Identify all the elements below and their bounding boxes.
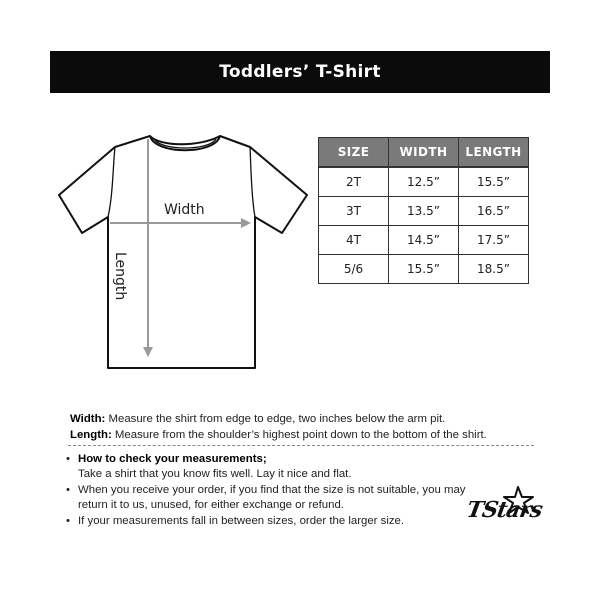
cell-size: 3T: [319, 197, 389, 226]
table-row: [319, 255, 529, 284]
size-table-header: [319, 138, 529, 168]
list-item: [66, 483, 486, 512]
width-definition: [70, 411, 540, 427]
table-row: [319, 226, 529, 255]
tshirt-outline-icon: [55, 125, 315, 375]
width-term: Width:: [70, 413, 106, 425]
measurement-tips: [66, 452, 486, 529]
width-description: Measure the shirt from edge to edge, two inches below the arm pit.: [105, 413, 446, 425]
length-description: Measure from the shoulder’s highest point down to the bottom of the shirt.: [111, 429, 487, 441]
measurement-definitions: [70, 411, 540, 443]
header-width: WIDTH: [389, 138, 459, 168]
cell-width: 14.5”: [389, 226, 459, 255]
length-label: Length: [112, 252, 128, 301]
cell-width: 13.5”: [389, 197, 459, 226]
bullet-icon: •: [66, 484, 70, 496]
cell-length: 17.5”: [459, 226, 529, 255]
page-title: Toddlers’ T-Shirt: [219, 62, 381, 82]
bullet-icon: •: [66, 453, 70, 465]
title-banner: [50, 51, 550, 93]
cell-size: 4T: [319, 226, 389, 255]
header-size: SIZE: [319, 138, 389, 168]
length-term: Length:: [70, 429, 112, 441]
cell-size: 5/6: [319, 255, 389, 284]
length-definition: [70, 427, 540, 443]
tshirt-diagram: [55, 125, 315, 375]
table-row: [319, 197, 529, 226]
tips-heading-text: Take a shirt that you know fits well. Lay it nice and flat.: [78, 467, 352, 480]
bullet-icon: •: [66, 515, 70, 527]
table-row: [319, 167, 529, 197]
size-table: [318, 137, 529, 284]
tip-return-policy: When you receive your order, if you find that the size is not suitable, you may return it to us, unused, for either exchange or refund.: [78, 484, 466, 511]
list-item: [66, 514, 486, 529]
tip-between-sizes: If your measurements fall in between sizes, order the larger size.: [78, 515, 405, 527]
cell-size: 2T: [319, 167, 389, 197]
brand-logo-text: TStars: [464, 497, 544, 523]
width-label: Width: [164, 202, 205, 218]
cell-width: 12.5”: [389, 167, 459, 197]
header-length: LENGTH: [459, 138, 529, 168]
tips-heading: How to check your measurements;: [78, 453, 267, 465]
list-item: [66, 452, 486, 481]
cell-width: 15.5”: [389, 255, 459, 284]
cell-length: 16.5”: [459, 197, 529, 226]
cell-length: 18.5”: [459, 255, 529, 284]
cell-length: 15.5”: [459, 167, 529, 197]
dashed-divider: [68, 445, 534, 446]
